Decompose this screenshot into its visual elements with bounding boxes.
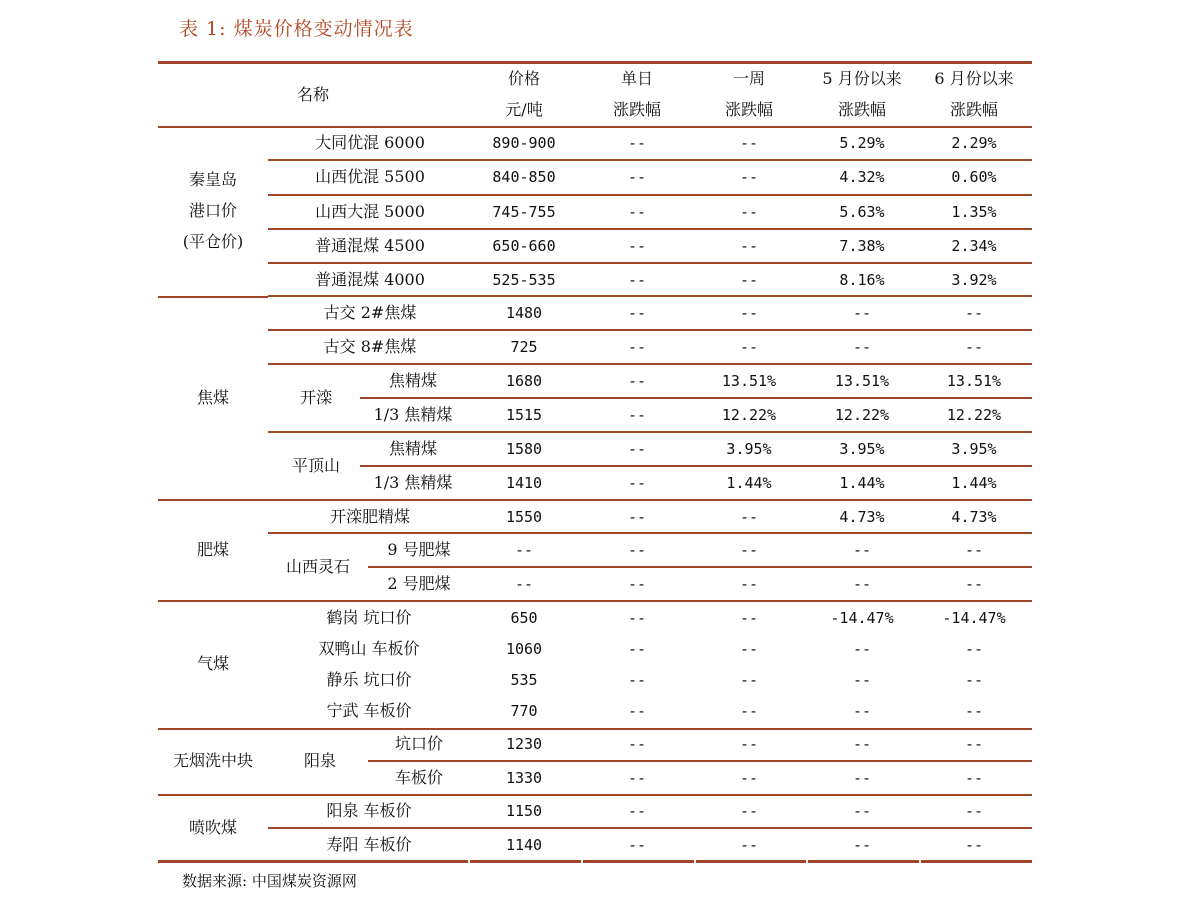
row-day-change: --: [627, 406, 647, 424]
row-item-name: 古交 8#焦煤: [323, 337, 417, 356]
row-item-name: 山西优混 5500: [315, 167, 425, 186]
row-divider: [268, 262, 1032, 264]
row-week-change: --: [739, 671, 759, 689]
group-label-fat-coal: 肥煤: [196, 540, 230, 559]
row-may-change: 3.95%: [839, 440, 885, 458]
row-price: 1140: [505, 836, 543, 854]
bottom-rule-gap: [806, 859, 808, 864]
row-may-change: 5.63%: [839, 203, 885, 221]
row-price: 840-850: [492, 168, 556, 186]
header-may-line1: 5 月份以来: [822, 69, 902, 88]
header-week-line1: 一周: [732, 69, 766, 88]
row-price: 1330: [505, 769, 543, 787]
bottom-rule-gap: [581, 859, 583, 864]
header-price-line1: 价格: [507, 69, 541, 88]
row-price: 650-660: [492, 237, 556, 255]
row-divider: [268, 194, 1032, 196]
row-june-change: 3.95%: [951, 440, 997, 458]
row-may-change: --: [852, 836, 872, 854]
subgroup-pingdingshan: 平顶山: [291, 456, 341, 475]
group-divider: [158, 600, 1032, 602]
row-item-name: 山西大混 5000: [315, 202, 425, 221]
row-price: --: [514, 575, 534, 593]
header-week-line2: 涨跌幅: [724, 100, 774, 119]
row-june-change: --: [964, 735, 984, 753]
row-price: 650: [510, 609, 538, 627]
row-may-change: 5.29%: [839, 134, 885, 152]
row-day-change: --: [627, 203, 647, 221]
table-top-rule: [158, 61, 1032, 64]
row-price: 1410: [505, 474, 543, 492]
row-may-change: 4.32%: [839, 168, 885, 186]
row-price: 745-755: [492, 203, 556, 221]
row-divider: [268, 329, 1032, 331]
row-price: 1680: [505, 372, 543, 390]
group-divider: [158, 499, 1032, 501]
row-price: --: [514, 541, 534, 559]
row-divider: [268, 228, 1032, 230]
group-divider: [158, 728, 1032, 730]
row-may-change: 4.73%: [839, 508, 885, 526]
row-day-change: --: [627, 702, 647, 720]
row-may-change: 8.16%: [839, 271, 885, 289]
row-may-change: --: [852, 304, 872, 322]
row-day-change: --: [627, 474, 647, 492]
row-price: 770: [510, 702, 538, 720]
subgroup-yangquan: 阳泉: [303, 751, 337, 770]
row-june-change: 4.73%: [951, 508, 997, 526]
row-divider: [368, 760, 1032, 762]
group-label-qhd-1: 秦皇岛: [188, 170, 238, 189]
row-item-name: 焦精煤: [388, 439, 438, 458]
row-june-change: 2.29%: [951, 134, 997, 152]
row-may-change: --: [852, 735, 872, 753]
row-day-change: --: [627, 338, 647, 356]
row-week-change: --: [739, 802, 759, 820]
row-item-name: 坑口价: [394, 734, 444, 753]
row-divider: [268, 295, 1032, 297]
row-june-change: 1.35%: [951, 203, 997, 221]
row-week-change: --: [739, 508, 759, 526]
row-divider: [360, 397, 1032, 399]
row-week-change: --: [739, 735, 759, 753]
row-item-name: 寿阳 车板价: [326, 835, 412, 854]
row-day-change: --: [627, 671, 647, 689]
row-item-name: 车板价: [394, 768, 444, 787]
row-june-change: --: [964, 702, 984, 720]
row-june-change: 12.22%: [946, 406, 1002, 424]
row-may-change: --: [852, 640, 872, 658]
row-june-change: --: [964, 304, 984, 322]
row-june-change: 3.92%: [951, 271, 997, 289]
row-day-change: --: [627, 168, 647, 186]
header-day-line1: 单日: [620, 69, 654, 88]
row-may-change: --: [852, 769, 872, 787]
row-price: 1550: [505, 508, 543, 526]
row-day-change: --: [627, 836, 647, 854]
row-price: 1580: [505, 440, 543, 458]
row-item-name: 宁武 车板价: [326, 701, 412, 720]
row-week-change: --: [739, 575, 759, 593]
row-may-change: --: [852, 575, 872, 593]
row-item-name: 鹤岗 坑口价: [326, 608, 412, 627]
row-week-change: 13.51%: [721, 372, 777, 390]
row-price: 525-535: [492, 271, 556, 289]
row-price: 1515: [505, 406, 543, 424]
row-price: 535: [510, 671, 538, 689]
row-price: 1230: [505, 735, 543, 753]
subgroup-kailuan: 开滦: [299, 388, 333, 407]
row-june-change: --: [964, 769, 984, 787]
row-june-change: -14.47%: [942, 609, 1006, 627]
row-week-change: 12.22%: [721, 406, 777, 424]
row-day-change: --: [627, 372, 647, 390]
row-item-name: 普通混煤 4500: [315, 236, 425, 255]
row-week-change: --: [739, 609, 759, 627]
row-price: 1480: [505, 304, 543, 322]
row-june-change: --: [964, 671, 984, 689]
row-week-change: --: [739, 271, 759, 289]
row-may-change: 12.22%: [834, 406, 890, 424]
row-june-change: --: [964, 575, 984, 593]
row-week-change: --: [739, 338, 759, 356]
group-label-anthracite: 无烟洗中块: [172, 751, 254, 770]
row-week-change: --: [739, 702, 759, 720]
row-day-change: --: [627, 304, 647, 322]
row-price: 725: [510, 338, 538, 356]
row-june-change: --: [964, 836, 984, 854]
row-divider: [268, 827, 1032, 829]
bottom-rule-gap: [468, 859, 470, 864]
row-divider: [368, 566, 1032, 568]
row-item-name: 开滦肥精煤: [329, 507, 411, 526]
row-item-name: 1/3 焦精煤: [373, 473, 453, 492]
row-day-change: --: [627, 575, 647, 593]
row-day-change: --: [627, 735, 647, 753]
row-day-change: --: [627, 769, 647, 787]
header-day-line2: 涨跌幅: [612, 100, 662, 119]
header-june-line2: 涨跌幅: [949, 100, 999, 119]
row-june-change: 0.60%: [951, 168, 997, 186]
row-divider: [268, 532, 1032, 534]
row-day-change: --: [627, 508, 647, 526]
row-may-change: 1.44%: [839, 474, 885, 492]
group-label-pci-coal: 喷吹煤: [188, 818, 238, 837]
header-name: 名称: [296, 85, 330, 104]
row-june-change: 2.34%: [951, 237, 997, 255]
row-may-change: 13.51%: [834, 372, 890, 390]
header-may-line2: 涨跌幅: [837, 100, 887, 119]
row-day-change: --: [627, 237, 647, 255]
row-week-change: 3.95%: [726, 440, 772, 458]
row-week-change: 1.44%: [726, 474, 772, 492]
row-item-name: 1/3 焦精煤: [373, 405, 453, 424]
row-may-change: --: [852, 338, 872, 356]
row-divider: [268, 363, 1032, 365]
row-day-change: --: [627, 609, 647, 627]
row-week-change: --: [739, 769, 759, 787]
row-day-change: --: [627, 440, 647, 458]
row-day-change: --: [627, 271, 647, 289]
row-june-change: 1.44%: [951, 474, 997, 492]
group-label-qhd-3: (平仓价): [182, 232, 244, 251]
row-may-change: --: [852, 802, 872, 820]
row-divider: [268, 431, 1032, 433]
row-day-change: --: [627, 541, 647, 559]
row-day-change: --: [627, 802, 647, 820]
row-item-name: 9 号肥煤: [387, 540, 451, 559]
row-item-name: 古交 2#焦煤: [323, 303, 417, 322]
header-june-line1: 6 月份以来: [934, 69, 1014, 88]
row-divider: [268, 159, 1032, 161]
data-source-note: 数据来源: 中国煤炭资源网: [182, 872, 357, 890]
row-day-change: --: [627, 134, 647, 152]
row-may-change: --: [852, 671, 872, 689]
row-week-change: --: [739, 237, 759, 255]
row-week-change: --: [739, 203, 759, 221]
row-item-name: 焦精煤: [388, 371, 438, 390]
row-may-change: --: [852, 541, 872, 559]
row-item-name: 静乐 坑口价: [326, 670, 412, 689]
row-item-name: 阳泉 车板价: [326, 801, 412, 820]
table-title: 表 1: 煤炭价格变动情况表: [179, 18, 414, 40]
group-label-qhd-2: 港口价: [188, 201, 238, 220]
subgroup-shanxi-lingshi: 山西灵石: [285, 557, 351, 576]
table-bottom-rule: [158, 860, 1032, 863]
row-price: 890-900: [492, 134, 556, 152]
group-divider: [158, 794, 1032, 796]
row-week-change: --: [739, 168, 759, 186]
row-week-change: --: [739, 640, 759, 658]
row-may-change: --: [852, 702, 872, 720]
row-divider: [360, 465, 1032, 467]
row-week-change: --: [739, 836, 759, 854]
row-june-change: 13.51%: [946, 372, 1002, 390]
group-label-coking: 焦煤: [196, 388, 230, 407]
row-week-change: --: [739, 304, 759, 322]
row-item-name: 大同优混 6000: [315, 133, 425, 152]
header-price-line2: 元/吨: [505, 100, 543, 119]
row-week-change: --: [739, 541, 759, 559]
row-june-change: --: [964, 640, 984, 658]
row-item-name: 2 号肥煤: [387, 574, 451, 593]
bottom-rule-gap: [694, 859, 696, 864]
group-label-gas-coal: 气煤: [196, 654, 230, 673]
row-week-change: --: [739, 134, 759, 152]
row-item-name: 普通混煤 4000: [315, 270, 425, 289]
header-divider: [158, 126, 1032, 128]
bottom-rule-gap: [919, 859, 921, 864]
row-item-name: 双鸭山 车板价: [318, 639, 420, 658]
row-price: 1150: [505, 802, 543, 820]
row-day-change: --: [627, 640, 647, 658]
row-june-change: --: [964, 338, 984, 356]
row-june-change: --: [964, 802, 984, 820]
row-price: 1060: [505, 640, 543, 658]
group-divider: [158, 296, 268, 298]
row-june-change: --: [964, 541, 984, 559]
row-may-change: 7.38%: [839, 237, 885, 255]
row-may-change: -14.47%: [830, 609, 894, 627]
